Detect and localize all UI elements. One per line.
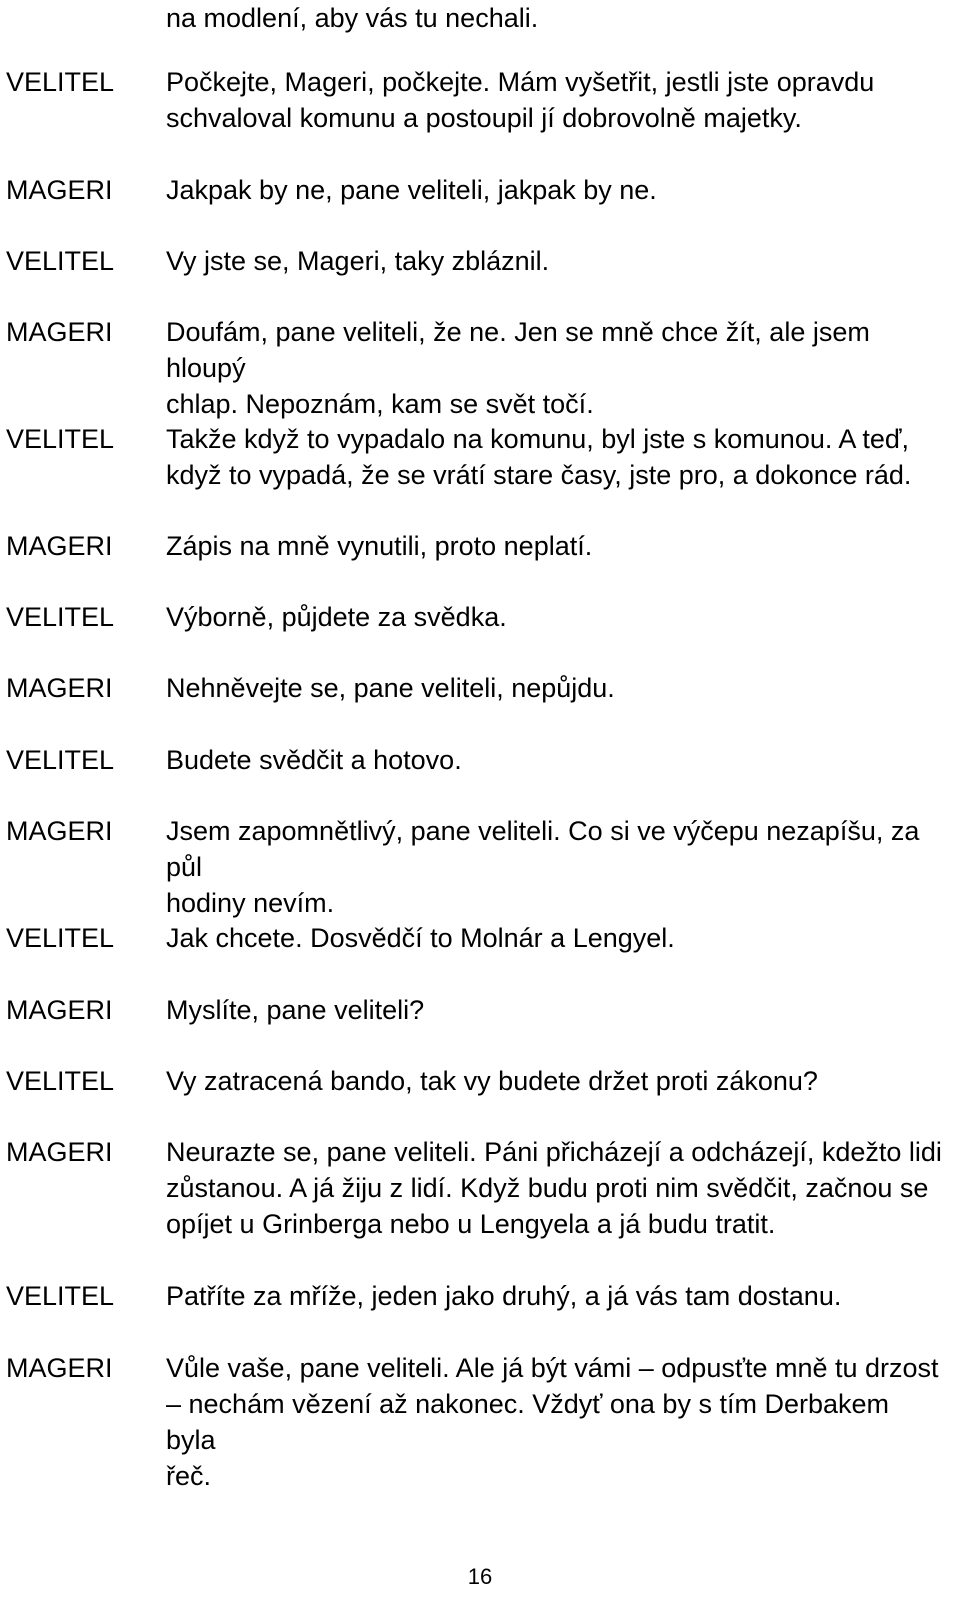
dialogue-text: Budete svědčit a hotovo.: [166, 745, 462, 775]
speaker-label: MAGERI: [6, 816, 113, 846]
speaker-label: VELITEL: [6, 1281, 115, 1311]
dialogue-text: Vůle vaše, pane veliteli. Ale já být vámi – odpusťte mně tu drzost – nechám vězení až nakonec. Vždyť ona by s tím Derbakem byla řeč.: [166, 1353, 939, 1491]
speaker-label: VELITEL: [6, 246, 115, 276]
dialogue-text: Takže když to vypadalo na komunu, byl jste s komunou. A teď, když to vypadá, že se vrátí stare časy, jste pro, a dokonce rád.: [166, 424, 912, 490]
speaker-label: MAGERI: [6, 175, 113, 205]
dialogue-text: Jakpak by ne, pane veliteli, jakpak by ne.: [166, 175, 657, 205]
dialogue-text: Nehněvejte se, pane veliteli, nepůjdu.: [166, 673, 615, 703]
dialogue-text: Patříte za mříže, jeden jako druhý, a já vás tam dostanu.: [166, 1281, 842, 1311]
speaker-label: VELITEL: [6, 424, 115, 454]
speaker-label: VELITEL: [6, 602, 115, 632]
speaker-label: MAGERI: [6, 995, 113, 1025]
page-number: 16: [467, 1564, 493, 1589]
speaker-label: MAGERI: [6, 531, 113, 561]
dialogue-text: Myslíte, pane veliteli?: [166, 995, 425, 1025]
continuation-line: na modlení, aby vás tu nechali.: [166, 3, 539, 33]
speaker-label: VELITEL: [6, 923, 115, 953]
speaker-label: MAGERI: [6, 317, 113, 347]
dialogue-text: Doufám, pane veliteli, že ne. Jen se mně chce žít, ale jsem hloupý chlap. Nepoznám, kam se svět točí.: [166, 317, 870, 419]
dialogue-text: Výborně, půjdete za svědka.: [166, 602, 507, 632]
dialogue-text: Vy jste se, Mageri, taky zbláznil.: [166, 246, 550, 276]
speaker-label: MAGERI: [6, 1353, 113, 1383]
dialogue-text: Zápis na mně vynutili, proto neplatí.: [166, 531, 593, 561]
speaker-label: MAGERI: [6, 673, 113, 703]
speaker-label: VELITEL: [6, 1066, 115, 1096]
dialogue-text: Počkejte, Mageri, počkejte. Mám vyšetřit, jestli jste opravdu schvaloval komunu a postoupil jí dobrovolně majetky.: [166, 67, 875, 133]
dialogue-text: Neurazte se, pane veliteli. Páni přicházejí a odcházejí, kdežto lidi zůstanou. A já žiju z lidí. Když budu proti nim svědčit, začnou se opíjet u Grinberga nebo u Lengyela a já budu tratit.: [166, 1137, 942, 1239]
speaker-label: VELITEL: [6, 67, 115, 97]
speaker-label: VELITEL: [6, 745, 115, 775]
speaker-label: MAGERI: [6, 1137, 113, 1167]
dialogue-text: Jak chcete. Dosvědčí to Molnár a Lengyel.: [166, 923, 675, 953]
dialogue-text: Jsem zapomnětlivý, pane veliteli. Co si ve výčepu nezapíšu, za půl hodiny nevím.: [166, 816, 920, 918]
dialogue-text: Vy zatracená bando, tak vy budete držet proti zákonu?: [166, 1066, 818, 1096]
